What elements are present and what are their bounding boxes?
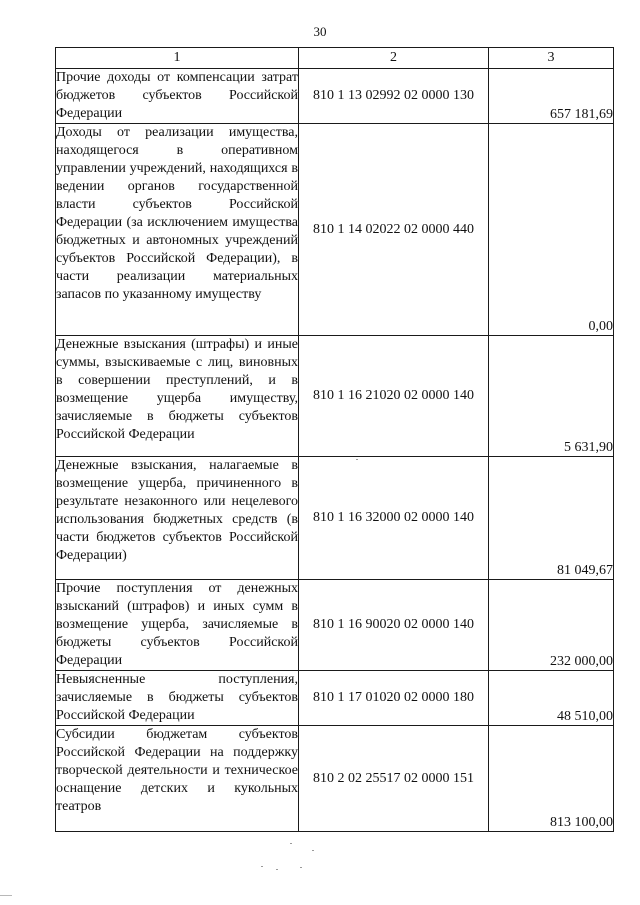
classification-code-cell: 810 1 13 02992 02 0000 130 [299,69,489,124]
scan-speck [290,843,292,844]
scan-edge-mark [0,895,12,896]
table-row [56,336,614,457]
scan-speck [261,866,263,867]
column-header-2: 2 [299,48,489,69]
revenue-name-cell: Денежные взыскания (штрафы) и иные суммы, взыскиваемые с лиц, виновных в совершении преступлений, и в возмещение ущерба имуществу, зачисляемые в бюджеты субъектов Российской Федерации [56,336,299,457]
revenue-name-cell: Невыясненные поступления, зачисляемые в бюджеты субъектов Российской Федерации [56,671,299,726]
classification-code-cell: 810 1 17 01020 02 0000 180 [299,671,489,726]
amount-cell: 5 631,90 [489,336,614,457]
table-row [56,124,614,336]
revenue-name-cell: Денежные взыскания, налагаемые в возмещение ущерба, причиненного в результате незаконного или нецелевого использования бюджетных средств (в части бюджетов субъектов Российской Федерации) [56,457,299,580]
table-header-row [56,48,614,69]
classification-code-cell: 810 2 02 25517 02 0000 151 [299,726,489,832]
classification-code-cell: 810 1 16 90020 02 0000 140 [299,580,489,671]
scan-speck [300,867,302,868]
classification-code-cell: 810 1 16 21020 02 0000 140 [299,336,489,457]
revenue-table [55,47,614,832]
amount-cell: 813 100,00 [489,726,614,832]
table-row [56,69,614,124]
table-row [56,726,614,832]
table-row [56,580,614,671]
amount-cell: 81 049,67 [489,457,614,580]
column-header-3: 3 [489,48,614,69]
column-header-1: 1 [56,48,299,69]
amount-cell: 232 000,00 [489,580,614,671]
page-number: 30 [313,24,327,39]
revenue-table-body [56,48,614,832]
amount-cell: 0,00 [489,124,614,336]
classification-code-cell: 810 1 14 02022 02 0000 440 [299,124,489,336]
revenue-name-cell: Прочие поступления от денежных взысканий (штрафов) и иных сумм в возмещение ущерба, зачисляемые в бюджеты субъектов Российской Федерации [56,580,299,671]
amount-cell: 48 510,00 [489,671,614,726]
revenue-name-cell: Доходы от реализации имущества, находящегося в оперативном управлении учреждений, находящихся в ведении органов государственной власти субъектов Российской Федерации (за исключением имущества бюджетных и автономных учреждений субъектов Российской Федерации), в части реализации материальных запасов по указанному имуществу [56,124,299,336]
classification-code-cell: 810 1 16 32000 02 0000 140 [299,457,489,580]
table-row [56,457,614,580]
revenue-name-cell: Субсидии бюджетам субъектов Российской Федерации на поддержку творческой деятельности и техническое оснащение детских и кукольных театров [56,726,299,832]
scan-speck [276,869,278,870]
scan-speck [356,459,358,460]
table-row [56,671,614,726]
amount-cell: 657 181,69 [489,69,614,124]
revenue-name-cell: Прочие доходы от компенсации затрат бюджетов субъектов Российской Федерации [56,69,299,124]
scan-speck [312,850,314,851]
